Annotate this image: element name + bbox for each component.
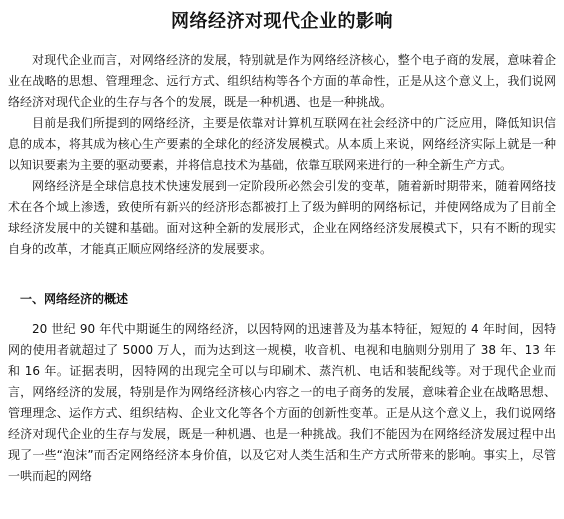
section-heading-overview: 一、网络经济的概述 bbox=[20, 292, 129, 306]
section-paragraph-overview: 20 世纪 90 年代中期诞生的网络经济，以因特网的迅速普及为基本特征，短短的 4 年时间，因特网的使用者就超过了 5000 万人，而为达到这一规模，收音机、电视和电脑则分别用了 38 年、13 年和 16 年。证据表明，因特网的出现完全可以与印刷术、蒸汽机、电话和装配线等。对于现代企业而言，网络经济的发展，特别是作为网络经济核心内容之一的电子商务的发展，意味着企业在战略思想、管理理念、运作方式、组织结构、企业文化等各个方面的创新性变革。正是从这个意义上，我们说网络经济对现代企业的生存与发展，既是一种机遇、也是一种挑战。我们不能因为在网络经济发展过程中出现了一些“泡沫”而否定网络经济本身价值，以及它对人类生活和生产方式所带来的影响。事实上，尽管一哄而起的网络 bbox=[8, 322, 556, 483]
intro-paragraph-1: 对现代企业而言，对网络经济的发展，特别就是作为网络经济核心，整个电子商的发展，意味着企业在战略的思想、管理理念、远行方式、组织结构等各个方面的革命性，正是从这个意义上，我们说网络经济对现代企业的生存与各个的发展，既是一种机遇、也是一种挑战。 bbox=[8, 53, 556, 109]
intro-paragraph-2: 目前是我们所提到的网络经济，主要是依靠对计算机互联网在社会经济中的广泛应用，降低知识信息的成本，将其成为核心生产要素的全球化的经济发展模式。从本质上来说，网络经济实际上就是一种以知识要素为主要的驱动要素，并将信息技术为基础，依靠互联网来进行的一种全新生产方式。 bbox=[8, 116, 556, 172]
document-title: 网络经济对现代企业的影响 bbox=[171, 11, 393, 32]
intro-paragraph-3: 网络经济是全球信息技术快速发展到一定阶段所必然会引发的变革，随着新时期带来，随着网络技术在各个域上渗透，致使所有新兴的经济形态都被打上了级为鲜明的网络标记，并使网络成为了目前全球经济发展中的关键和基础。面对这种全新的发展形式，企业在网络经济发展模式下，只有不断的现实自身的改革，才能真正顺应网络经济的发展要求。 bbox=[8, 179, 556, 256]
